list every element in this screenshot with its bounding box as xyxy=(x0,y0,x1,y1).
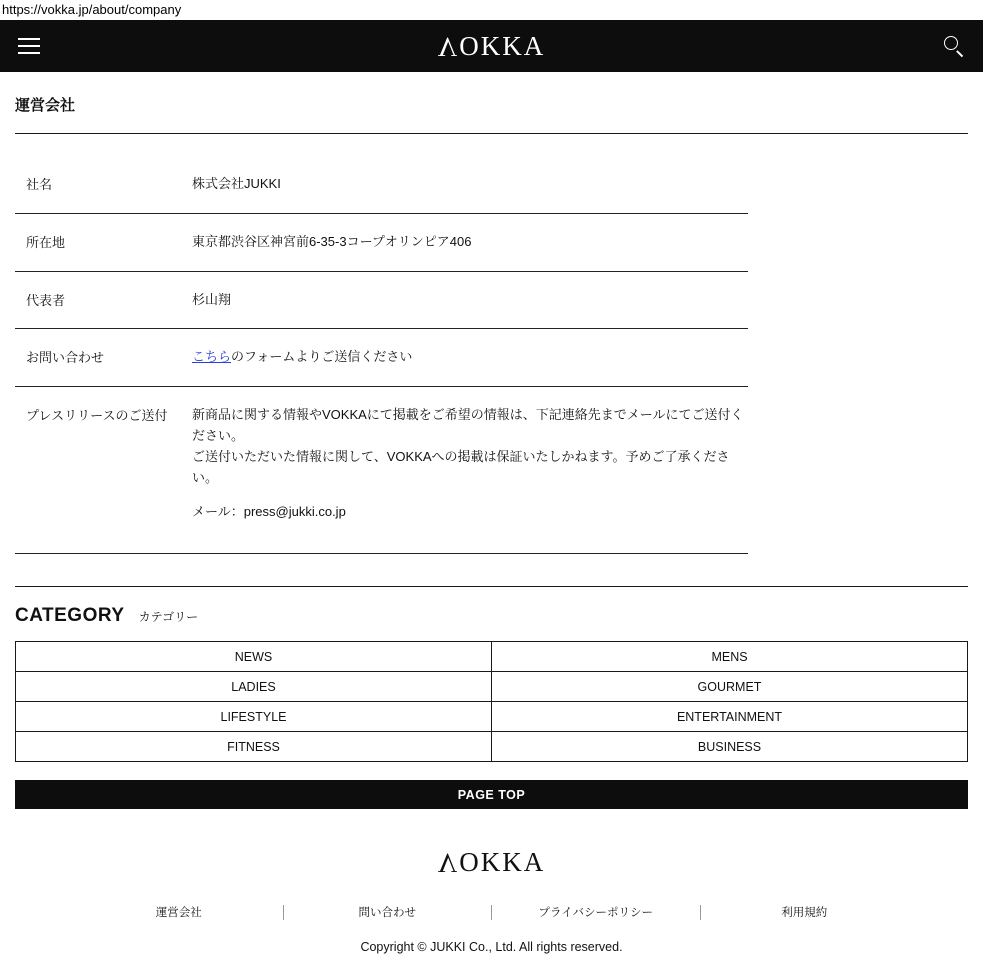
hamburger-bar-2 xyxy=(18,45,40,47)
category-item-gourmet[interactable]: GOURMET xyxy=(492,672,968,702)
logo-text: OKKA xyxy=(459,30,546,61)
search-icon[interactable] xyxy=(943,35,965,57)
footer-links xyxy=(15,904,968,920)
page-top-button[interactable]: PAGE TOP xyxy=(15,780,968,809)
table-row xyxy=(15,387,748,554)
press-spacer xyxy=(192,488,748,502)
footer-logo-text: OKKA xyxy=(459,847,546,878)
table-row xyxy=(15,156,748,213)
table-row xyxy=(15,271,748,329)
row-value xyxy=(186,329,748,387)
category-item-ladies[interactable]: LADIES xyxy=(16,672,492,702)
row-label: 代表者 xyxy=(26,292,66,308)
search-icon-ring xyxy=(944,36,958,50)
row-value: 東京都渋谷区神宮前6-35-3コープオリンピア406 xyxy=(192,233,472,249)
search-icon-handle xyxy=(956,50,963,57)
footer-logo[interactable] xyxy=(15,847,968,878)
title-divider xyxy=(15,133,968,134)
row-label: 社名 xyxy=(26,177,53,192)
contact-form-link[interactable]: こちら xyxy=(192,349,232,365)
row-value: 杉山翔 xyxy=(192,291,232,307)
company-info-table xyxy=(15,156,748,554)
category-heading xyxy=(15,605,968,627)
category-item-news[interactable]: NEWS xyxy=(16,642,492,672)
logo-flipped-v: V xyxy=(437,31,460,62)
contact-form-text: のフォームよりご送信ください xyxy=(231,349,413,365)
category-item-mens[interactable]: MENS xyxy=(492,642,968,672)
hamburger-bar-3 xyxy=(18,52,40,54)
press-line-1: 新商品に関する情報やVOKKAにて掲載をご希望の情報は、下記連絡先までメールにてご送付ください。 xyxy=(192,407,744,443)
copyright-text: Copyright © JUKKI Co., Ltd. All rights reserved. xyxy=(360,940,623,954)
row-label: 所在地 xyxy=(26,234,66,250)
hamburger-bar-1 xyxy=(18,38,40,40)
hamburger-icon[interactable] xyxy=(18,38,40,54)
press-line-2: ご送付いただいた情報に関して、VOKKAへの掲載は保証いたしかねます。予めご了承ください。 xyxy=(192,448,730,485)
site-header xyxy=(0,20,983,72)
category-item-business[interactable]: BUSINESS xyxy=(492,732,968,762)
page-title: 運営会社 xyxy=(15,97,76,114)
footer-logo-flipped-v: V xyxy=(437,848,460,879)
category-title-en: CATEGORY xyxy=(15,605,125,627)
page-content xyxy=(0,94,983,954)
category-item-entertainment[interactable]: ENTERTAINMENT xyxy=(492,702,968,732)
table-row xyxy=(15,213,748,271)
footer-link-privacy[interactable]: プライバシーポリシー xyxy=(538,907,653,920)
row-value xyxy=(186,387,748,554)
site-logo[interactable] xyxy=(40,31,943,62)
row-value: 株式会社JUKKI xyxy=(192,176,281,191)
press-email: メール：press@jukki.co.jp xyxy=(192,504,346,520)
row-label: お問い合わせ xyxy=(26,350,105,366)
table-row xyxy=(15,329,748,387)
category-grid xyxy=(15,641,968,762)
browser-url-bar[interactable]: https://vokka.jp/about/company xyxy=(0,0,983,20)
category-divider xyxy=(15,586,968,587)
row-label: プレスリリースのご送付 xyxy=(26,408,168,424)
category-item-fitness[interactable]: FITNESS xyxy=(16,732,492,762)
category-title-ja: カテゴリー xyxy=(138,610,199,625)
footer-link-company[interactable]: 運営会社 xyxy=(155,907,202,920)
footer-link-contact[interactable]: 問い合わせ xyxy=(358,907,416,920)
footer-link-terms[interactable]: 利用規約 xyxy=(781,907,828,920)
category-item-lifestyle[interactable]: LIFESTYLE xyxy=(16,702,492,732)
